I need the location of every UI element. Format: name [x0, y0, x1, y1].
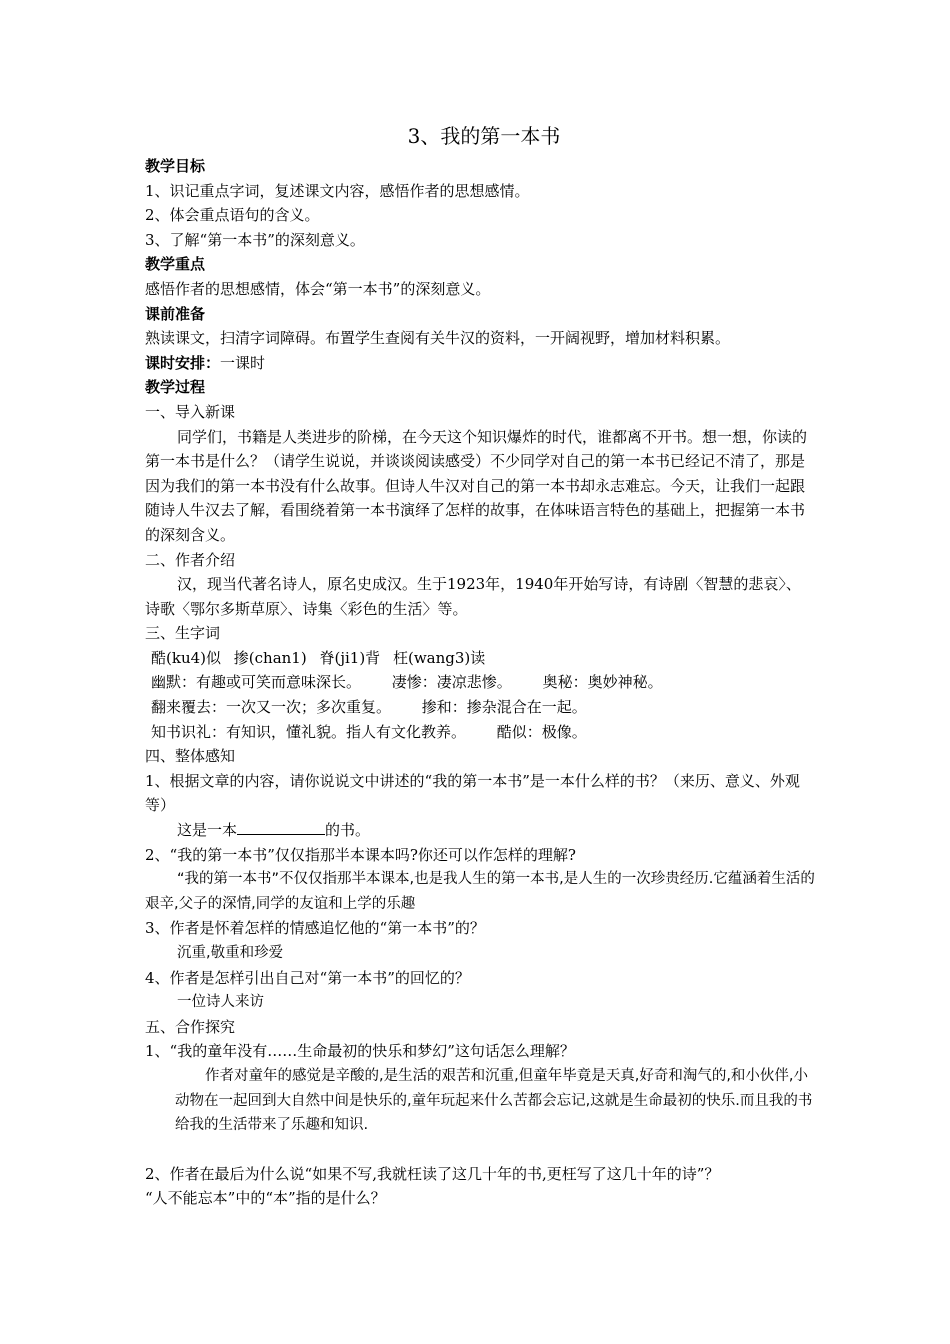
- process-heading: 教学过程: [145, 378, 206, 397]
- question-2: 2、“我的第一本书”仅仅指那半本课本吗?你还可以作怎样的理解?: [145, 845, 576, 864]
- focus-text: 感悟作者的思想感情，体会“第一本书”的深刻意义。: [145, 279, 491, 298]
- vocab-entry: 幽默：有趣或可笑而意味深长。: [151, 673, 362, 692]
- prep-text: 熟读课文，扫清字词障碍。布置学生查阅有关牛汉的资料，一开阔视野，增加材料积累。: [145, 329, 731, 348]
- vocab-row: [145, 670, 815, 695]
- focus-heading: 教学重点: [145, 255, 206, 274]
- answer-2: “我的第一本书”不仅仅指那半本课本,也是我人生的第一本书,是人生的一次珍贵经历.它蕴涵着生活的艰辛,父子的深情,同学的友谊和上学的乐趣: [145, 871, 815, 912]
- vocab-entry: 酷似：极像。: [496, 722, 587, 741]
- author-heading: 二、作者介绍: [145, 550, 236, 569]
- fill-in-blank: [237, 818, 325, 835]
- question-3: 3、作者是怀着怎样的情感追忆他的“第一本书”的？: [145, 919, 485, 938]
- pinyin-word: 酷(ku4)似: [151, 648, 221, 667]
- vocab-entry: 凄惨：凄凉悲惨。: [391, 673, 512, 692]
- goals-heading: 教学目标: [145, 157, 206, 175]
- answer-1: [145, 818, 815, 843]
- perception-heading: 四、整体感知: [145, 747, 236, 766]
- intro-heading: 一、导入新课: [145, 402, 236, 421]
- vocab-entry: 奥秘：奥妙神秘。: [542, 673, 663, 692]
- pinyin-line: [145, 646, 815, 671]
- goal-item: 2、体会重点语句的含义。: [145, 206, 320, 225]
- explore-answer-1: 作者对童年的感觉是辛酸的,是生活的艰苦和沉重,但童年毕竟是天真,好奇和淘气的,和小伙伴,小动物在一起回到大自然中间是快乐的,童年玩起来什么苦都会忘记,这就是生命最初的快乐.而且我的书给我的生活带来了乐趣和知识.: [175, 1067, 813, 1134]
- author-text: 汉，现当代著名诗人，原名史成汉。生于1923年，1940年开始写诗，有诗剧〈智慧的悲哀〉、诗歌〈鄂尔多斯草原〉、诗集〈彩色的生活〉等。: [145, 575, 801, 618]
- explore-question-3: “人不能忘本”中的“本”指的是什么？: [145, 1189, 386, 1208]
- pinyin-word: 掺(chan1): [233, 648, 307, 667]
- vocab-entry: 掺和：掺杂混合在一起。: [421, 698, 587, 717]
- document-body: [145, 120, 815, 1211]
- schedule-value: 一课时: [220, 353, 266, 372]
- vocab-row: [145, 720, 815, 745]
- question-4: 4、作者是怎样引出自己对“第一本书”的回忆的？: [145, 968, 470, 987]
- answer-1-prefix: 这是一本: [177, 821, 238, 840]
- vocab-entry: 翻来覆去：一次又一次；多次重复。: [151, 698, 392, 717]
- goal-item: 3、了解“第一本书”的深刻意义。: [145, 230, 365, 249]
- answer-4: 一位诗人来访: [177, 994, 264, 1011]
- question-1: 1、根据文章的内容，请你说说文中讲述的“我的第一本书”是一本什么样的书？（来历、意义、外观等）: [145, 771, 800, 815]
- page-title: 3、我的第一本书: [407, 124, 561, 148]
- explore-question-2: 2、作者在最后为什么说“如果不写,我就枉读了这几十年的书,更枉写了这几十年的诗”？: [145, 1164, 720, 1183]
- explore-heading: 五、合作探究: [145, 1017, 236, 1036]
- schedule-line: [145, 351, 815, 376]
- pinyin-word: 脊(ji1)背: [319, 648, 381, 667]
- pinyin-word: 枉(wang3)读: [392, 648, 486, 667]
- explore-question-1: 1、“我的童年没有……生命最初的快乐和梦幻”这句话怎么理解？: [145, 1042, 575, 1061]
- spacer: [145, 1138, 815, 1162]
- vocab-entry: 知书识礼：有知识，懂礼貌。指人有文化教养。: [151, 722, 467, 741]
- intro-text: 同学们，书籍是人类进步的阶梯，在今天这个知识爆炸的时代，谁都离不开书。想一想，你读的第一本书是什么？（请学生说说，并谈谈阅读感受）不少同学对自己的第一本书已经记不清了，那是因为我们的第一本书没有什么故事。但诗人牛汉对自己的第一本书却永志难忘。今天，让我们一起跟随诗人牛汉去了解，看围绕着第一本书演绎了怎样的故事，在体味语言特色的基础上，把握第一本书的深刻含义。: [145, 427, 808, 544]
- answer-3: 沉重,敬重和珍爱: [177, 945, 284, 961]
- goal-item: 1、识记重点字词，复述课文内容，感悟作者的思想感情。: [145, 181, 530, 200]
- prep-heading: 课前准备: [145, 304, 206, 323]
- words-heading: 三、生字词: [145, 624, 221, 643]
- schedule-label: 课时安排：: [145, 353, 221, 372]
- answer-1-suffix: 的书。: [325, 821, 371, 840]
- vocab-row: [145, 695, 815, 720]
